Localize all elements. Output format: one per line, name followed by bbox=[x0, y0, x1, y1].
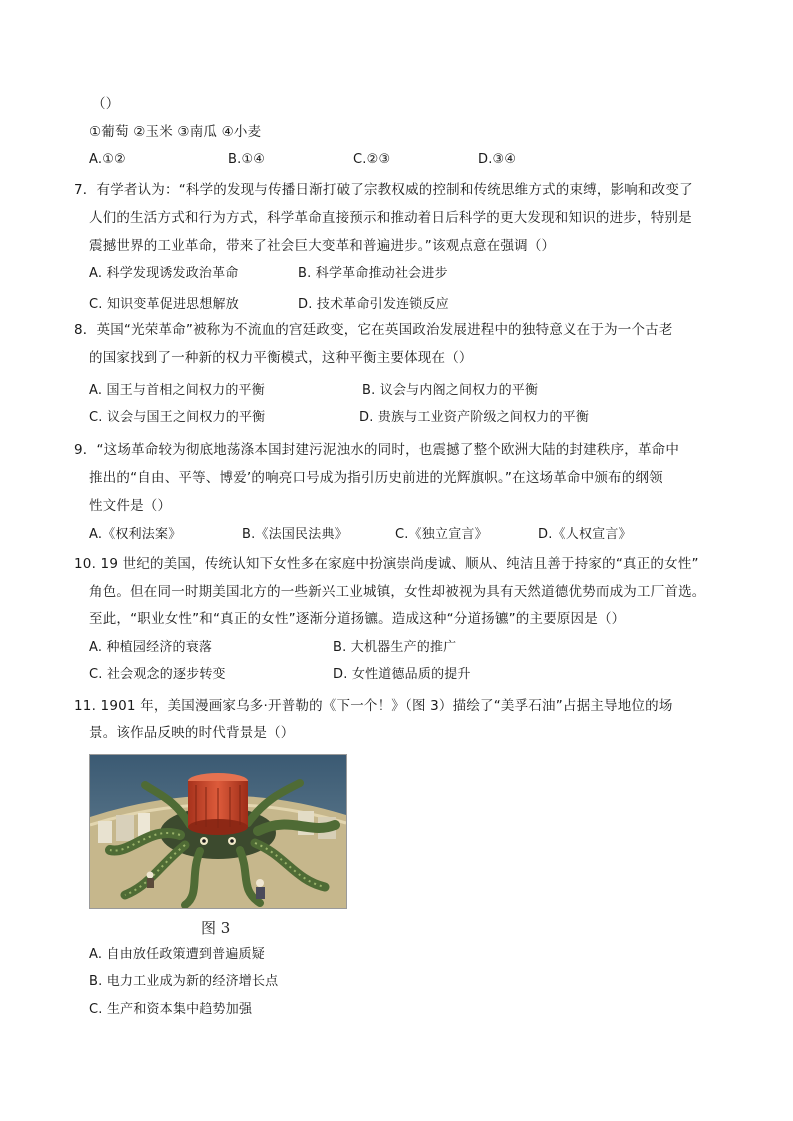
q10-option-b: B. 大机器生产的推广 bbox=[333, 640, 457, 655]
q10-option-d: D. 女性道德品质的提升 bbox=[333, 667, 471, 682]
q8-option-b: B. 议会与内阁之间权力的平衡 bbox=[362, 383, 539, 398]
q9-stem-line-2: 推出的“自由、平等、博爱’的响亮口号成为指引历史前进的光辉旗帜。”在这场革命中颁布的纲领 bbox=[89, 470, 663, 486]
q11-option-c: C. 生产和资本集中趋势加强 bbox=[89, 1002, 253, 1017]
q9-option-b: B.《法国民法典》 bbox=[242, 527, 348, 542]
q6-paren: （） bbox=[92, 96, 120, 112]
q6-option-a: A.①② bbox=[89, 152, 126, 167]
q10-stem-line-3: 至此，“职业女性”和“真正的女性”逐渐分道扬镳。造成这种“分道扬镳”的主要原因是（） bbox=[89, 611, 626, 627]
q11-stem-line-2: 景。该作品反映的时代背景是（） bbox=[89, 725, 295, 741]
q8-stem-line-2: 的国家找到了一种新的权力平衡模式，这种平衡主要体现在（） bbox=[89, 350, 473, 366]
q9-stem-line-3: 性文件是（） bbox=[89, 498, 172, 514]
q6-option-c: C.②③ bbox=[353, 152, 391, 167]
q11-stem-line-1: 11. 1901 年，美国漫画家乌多·开普勒的《下一个！》（图 3）描绘了“美孚石油”占据主导地位的场 bbox=[74, 698, 673, 714]
q8-option-c: C. 议会与国王之间权力的平衡 bbox=[89, 410, 266, 425]
q7-stem-line-1: 7．有学者认为：“科学的发现与传播日渐打破了宗教权威的控制和传统思维方式的束缚，影响和改变了 bbox=[74, 182, 693, 198]
q10-option-a: A. 种植园经济的衰落 bbox=[89, 640, 213, 655]
q9-option-a: A.《权利法案》 bbox=[89, 527, 182, 542]
q8-option-a: A. 国王与首相之间权力的平衡 bbox=[89, 383, 265, 398]
q9-option-c: C.《独立宣言》 bbox=[395, 527, 488, 542]
q9-option-d: D.《人权宣言》 bbox=[538, 527, 632, 542]
q7-stem-line-3: 震撼世界的工业革命，带来了社会巨大变革和普遍进步。”该观点意在强调（） bbox=[89, 238, 556, 254]
q8-stem-line-1: 8．英国“光荣革命”被称为不流血的宫廷政变，它在英国政治发展进程中的独特意义在于为一个古老 bbox=[74, 322, 673, 338]
q8-option-d: D. 贵族与工业资产阶级之间权力的平衡 bbox=[359, 410, 590, 425]
q10-stem-line-1: 10. 19 世纪的美国，传统认知下女性多在家庭中扮演崇尚虔诚、顺从、纯洁且善于持家的“真正的女性” bbox=[74, 556, 699, 572]
q6-option-b: B.①④ bbox=[228, 152, 266, 167]
q10-option-c: C. 社会观念的逐步转变 bbox=[89, 667, 226, 682]
q7-option-a: A. 科学发现诱发政治革命 bbox=[89, 266, 239, 281]
figure-3-caption: 图 3 bbox=[201, 919, 231, 937]
q7-option-c: C. 知识变革促进思想解放 bbox=[89, 297, 239, 312]
q9-stem-line-1: 9．“这场革命较为彻底地荡涤本国封建污泥浊水的同时，也震撼了整个欧洲大陆的封建秩序，革命中 bbox=[74, 442, 680, 458]
q6-option-d: D.③④ bbox=[478, 152, 517, 167]
q11-option-b: B. 电力工业成为新的经济增长点 bbox=[89, 974, 279, 989]
q11-option-a: A. 自由放任政策遭到普遍质疑 bbox=[89, 947, 265, 962]
q7-option-d: D. 技术革命引发连锁反应 bbox=[298, 297, 449, 312]
q7-option-b: B. 科学革命推动社会进步 bbox=[298, 266, 448, 281]
octopus-cartoon-image bbox=[89, 754, 347, 909]
q6-items: ①葡萄 ②玉米 ③南瓜 ④小麦 bbox=[89, 124, 262, 140]
q10-stem-line-2: 角色。但在同一时期美国北方的一些新兴工业城镇，女性却被视为具有天然道德优势而成为工厂首选。 bbox=[89, 584, 706, 600]
q7-stem-line-2: 人们的生活方式和行为方式，科学革命直接预示和推动着日后科学的更大发现和知识的进步，特别是 bbox=[89, 210, 692, 226]
